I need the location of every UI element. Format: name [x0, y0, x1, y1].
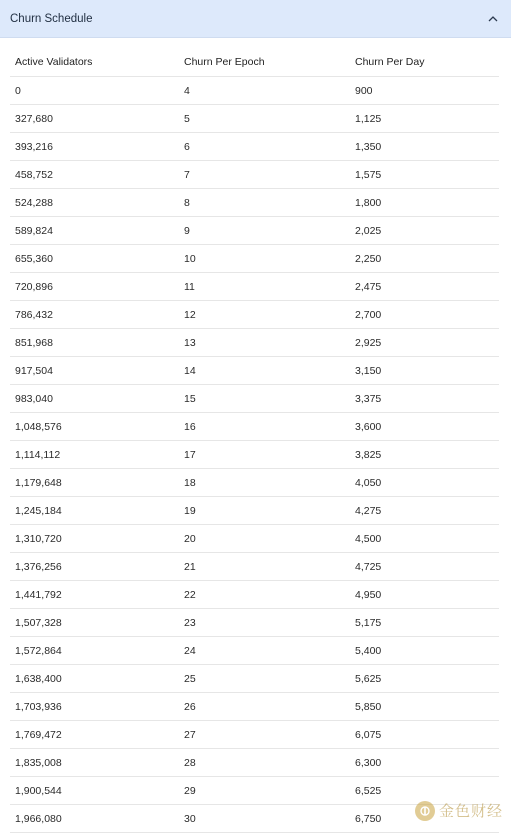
cell-churn-per-epoch: 5 — [179, 105, 350, 133]
column-header-churn-per-day: Churn Per Day — [350, 48, 499, 77]
cell-active-validators: 917,504 — [10, 357, 179, 385]
cell-active-validators: 1,179,648 — [10, 469, 179, 497]
cell-active-validators: 589,824 — [10, 217, 179, 245]
cell-churn-per-day: 4,950 — [350, 581, 499, 609]
watermark — [415, 800, 503, 821]
jinse-logo-icon — [415, 801, 435, 821]
table-row — [10, 497, 499, 525]
table-row — [10, 525, 499, 553]
table-row — [10, 749, 499, 777]
cell-churn-per-epoch: 27 — [179, 721, 350, 749]
cell-active-validators: 1,310,720 — [10, 525, 179, 553]
cell-active-validators: 327,680 — [10, 105, 179, 133]
cell-active-validators: 1,703,936 — [10, 693, 179, 721]
cell-churn-per-epoch: 10 — [179, 245, 350, 273]
cell-active-validators: 1,507,328 — [10, 609, 179, 637]
cell-active-validators: 1,638,400 — [10, 665, 179, 693]
table-row — [10, 665, 499, 693]
table-row — [10, 469, 499, 497]
churn-schedule-accordion-header[interactable] — [0, 0, 511, 38]
cell-active-validators: 1,572,864 — [10, 637, 179, 665]
cell-churn-per-epoch: 23 — [179, 609, 350, 637]
cell-churn-per-epoch: 22 — [179, 581, 350, 609]
cell-active-validators: 655,360 — [10, 245, 179, 273]
cell-churn-per-day: 4,500 — [350, 525, 499, 553]
table-row — [10, 133, 499, 161]
cell-churn-per-epoch: 21 — [179, 553, 350, 581]
table-row — [10, 609, 499, 637]
cell-churn-per-epoch: 4 — [179, 77, 350, 105]
cell-churn-per-day: 5,175 — [350, 609, 499, 637]
cell-churn-per-epoch: 12 — [179, 301, 350, 329]
cell-churn-per-epoch: 24 — [179, 637, 350, 665]
table-row — [10, 105, 499, 133]
cell-churn-per-day: 2,025 — [350, 217, 499, 245]
cell-churn-per-day: 1,350 — [350, 133, 499, 161]
cell-active-validators: 1,245,184 — [10, 497, 179, 525]
table-row — [10, 581, 499, 609]
cell-churn-per-epoch: 11 — [179, 273, 350, 301]
cell-active-validators: 1,769,472 — [10, 721, 179, 749]
table-body — [10, 77, 499, 833]
cell-churn-per-day: 4,275 — [350, 497, 499, 525]
table-row — [10, 77, 499, 105]
cell-active-validators: 1,441,792 — [10, 581, 179, 609]
cell-active-validators: 1,114,112 — [10, 441, 179, 469]
cell-churn-per-day: 3,825 — [350, 441, 499, 469]
table-row — [10, 385, 499, 413]
watermark-text: 金色财经 — [438, 802, 503, 820]
table-row — [10, 245, 499, 273]
cell-churn-per-epoch: 16 — [179, 413, 350, 441]
cell-churn-per-epoch: 14 — [179, 357, 350, 385]
table-header-row — [10, 48, 499, 77]
cell-churn-per-day: 2,700 — [350, 301, 499, 329]
cell-churn-per-epoch: 7 — [179, 161, 350, 189]
cell-churn-per-epoch: 17 — [179, 441, 350, 469]
cell-active-validators: 1,900,544 — [10, 777, 179, 805]
cell-churn-per-day: 6,750 — [350, 805, 499, 833]
cell-churn-per-day: 900 — [350, 77, 499, 105]
cell-churn-per-epoch: 8 — [179, 189, 350, 217]
cell-churn-per-epoch: 13 — [179, 329, 350, 357]
cell-churn-per-day: 3,375 — [350, 385, 499, 413]
table-row — [10, 441, 499, 469]
column-header-active-validators: Active Validators — [10, 48, 179, 77]
cell-active-validators: 458,752 — [10, 161, 179, 189]
cell-active-validators: 524,288 — [10, 189, 179, 217]
cell-churn-per-day: 5,625 — [350, 665, 499, 693]
chevron-up-icon[interactable] — [487, 13, 499, 25]
cell-churn-per-epoch: 15 — [179, 385, 350, 413]
table-row — [10, 217, 499, 245]
table-row — [10, 301, 499, 329]
cell-active-validators: 983,040 — [10, 385, 179, 413]
table-row — [10, 693, 499, 721]
accordion-title: Churn Schedule — [10, 12, 93, 25]
cell-churn-per-day: 1,800 — [350, 189, 499, 217]
cell-active-validators: 1,835,008 — [10, 749, 179, 777]
table-row — [10, 637, 499, 665]
cell-active-validators: 1,376,256 — [10, 553, 179, 581]
cell-churn-per-epoch: 6 — [179, 133, 350, 161]
cell-churn-per-epoch: 30 — [179, 805, 350, 833]
table-row — [10, 553, 499, 581]
cell-active-validators: 0 — [10, 77, 179, 105]
cell-churn-per-epoch: 18 — [179, 469, 350, 497]
cell-active-validators: 1,966,080 — [10, 805, 179, 833]
cell-churn-per-epoch: 9 — [179, 217, 350, 245]
cell-active-validators: 851,968 — [10, 329, 179, 357]
cell-churn-per-day: 5,400 — [350, 637, 499, 665]
churn-schedule-table — [10, 48, 499, 833]
table-row — [10, 413, 499, 441]
cell-active-validators: 393,216 — [10, 133, 179, 161]
table-row — [10, 357, 499, 385]
cell-churn-per-epoch: 19 — [179, 497, 350, 525]
cell-churn-per-day: 4,725 — [350, 553, 499, 581]
column-header-churn-per-epoch: Churn Per Epoch — [179, 48, 350, 77]
cell-churn-per-epoch: 25 — [179, 665, 350, 693]
cell-churn-per-day: 6,075 — [350, 721, 499, 749]
table-row — [10, 721, 499, 749]
table-row — [10, 273, 499, 301]
cell-active-validators: 1,048,576 — [10, 413, 179, 441]
cell-churn-per-day: 2,475 — [350, 273, 499, 301]
cell-churn-per-day: 5,850 — [350, 693, 499, 721]
cell-churn-per-day: 4,050 — [350, 469, 499, 497]
table-row — [10, 189, 499, 217]
cell-churn-per-day: 3,600 — [350, 413, 499, 441]
cell-churn-per-epoch: 26 — [179, 693, 350, 721]
cell-churn-per-day: 1,125 — [350, 105, 499, 133]
table-row — [10, 161, 499, 189]
cell-churn-per-day: 1,575 — [350, 161, 499, 189]
table-row — [10, 329, 499, 357]
cell-churn-per-day: 6,300 — [350, 749, 499, 777]
cell-churn-per-epoch: 28 — [179, 749, 350, 777]
cell-churn-per-epoch: 20 — [179, 525, 350, 553]
cell-churn-per-day: 3,150 — [350, 357, 499, 385]
cell-churn-per-day: 6,525 — [350, 777, 499, 805]
cell-active-validators: 720,896 — [10, 273, 179, 301]
cell-active-validators: 786,432 — [10, 301, 179, 329]
cell-churn-per-day: 2,925 — [350, 329, 499, 357]
cell-churn-per-epoch: 29 — [179, 777, 350, 805]
cell-churn-per-day: 2,250 — [350, 245, 499, 273]
